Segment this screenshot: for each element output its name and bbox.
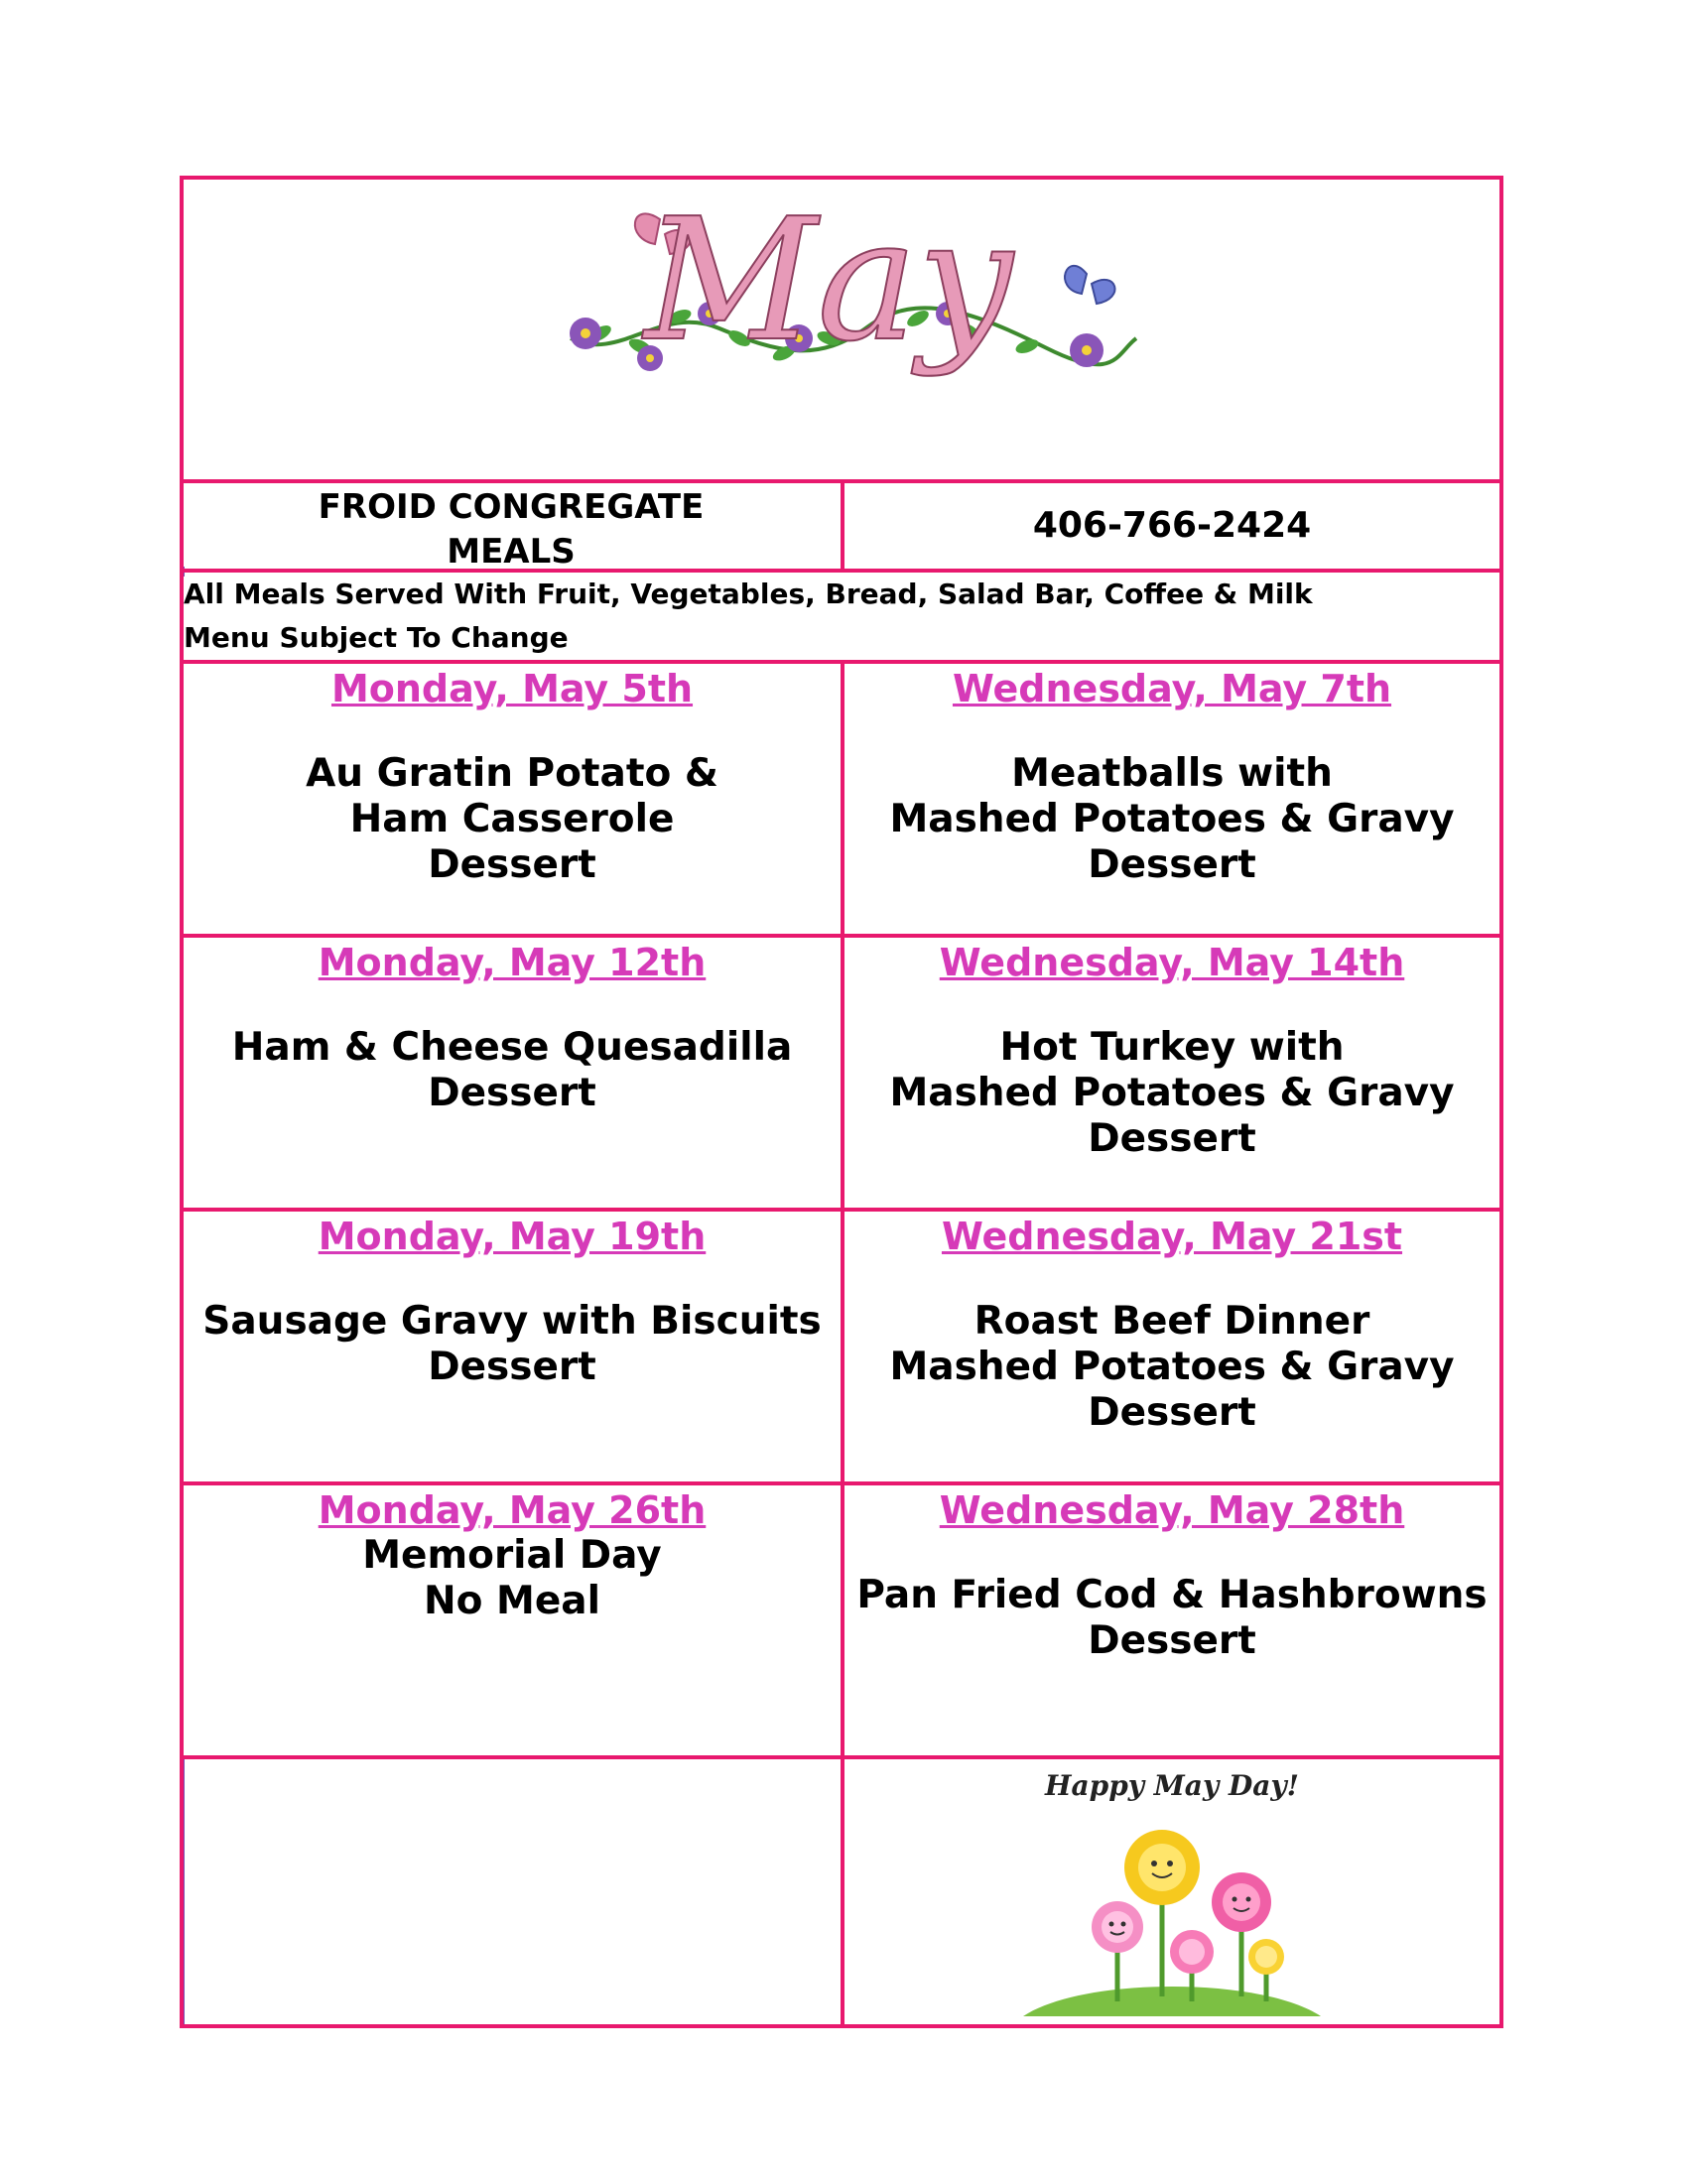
menu-table: [180, 176, 1503, 2028]
meal-date: Monday, May 5th: [330, 667, 694, 710]
meal-line: Mashed Potatoes & Gravy: [889, 797, 1455, 841]
greeting-text: Happy May Day!: [1045, 1769, 1299, 1802]
meal-line: Dessert: [1088, 1618, 1256, 1663]
empty-cell: [184, 1759, 844, 2028]
organization-name: FROID CONGREGATE MEALS: [318, 487, 705, 572]
meal-cell: [184, 1485, 844, 1755]
meal-row: [184, 1212, 1499, 1485]
organization-cell: [184, 483, 844, 572]
meal-cell: [184, 1212, 844, 1481]
meal-line: Dessert: [1088, 1390, 1256, 1435]
meal-date: Monday, May 12th: [318, 941, 707, 984]
meal-line: Dessert: [428, 1345, 596, 1389]
greeting-cell: [844, 1759, 1499, 2028]
meal-row: [184, 664, 1499, 938]
phone-number: 406-766-2424: [1032, 505, 1312, 546]
meal-date: Wednesday, May 7th: [952, 667, 1392, 710]
meal-line: Dessert: [428, 842, 596, 887]
meal-line: Mashed Potatoes & Gravy: [889, 1345, 1455, 1389]
meal-line: Ham & Cheese Quesadilla: [231, 1025, 793, 1070]
meal-line: Meatballs with: [1011, 751, 1333, 796]
meal-line: Dessert: [1088, 842, 1256, 887]
meal-row: [184, 1485, 1499, 1759]
meal-line: Ham Casserole: [349, 797, 675, 841]
meal-date: Wednesday, May 14th: [939, 941, 1405, 984]
info-row: [184, 483, 1499, 573]
phone-cell: [844, 483, 1499, 569]
meal-line: No Meal: [424, 1579, 600, 1623]
banner-word: May: [644, 190, 1013, 379]
meal-line: Au Gratin Potato &: [306, 751, 718, 796]
meal-note: All Meals Served With Fruit, Vegetables, Bread, Salad Bar, Coffee & Milk: [184, 578, 1313, 610]
meal-line: Roast Beef Dinner: [974, 1299, 1370, 1344]
title-banner: [184, 180, 1499, 483]
meal-date: Wednesday, May 28th: [939, 1488, 1405, 1532]
meal-cell: [184, 938, 844, 1208]
notes-row: [184, 573, 1499, 664]
meal-date: Monday, May 19th: [318, 1215, 707, 1258]
meal-cell: [844, 1485, 1499, 1755]
meal-line: Pan Fried Cod & Hashbrowns: [856, 1573, 1488, 1617]
meal-line: Dessert: [428, 1071, 596, 1115]
meal-line: Sausage Gravy with Biscuits: [202, 1299, 822, 1344]
meal-date: Monday, May 26th: [318, 1488, 707, 1532]
meal-cell: [844, 938, 1499, 1208]
meal-line: Hot Turkey with: [999, 1025, 1345, 1070]
flowers-illustration: [1023, 1808, 1321, 2016]
meal-cell: [844, 664, 1499, 934]
meal-line: Mashed Potatoes & Gravy: [889, 1071, 1455, 1115]
meal-cell: [184, 664, 844, 934]
meal-date: Wednesday, May 21st: [941, 1215, 1403, 1258]
meal-line: Dessert: [1088, 1116, 1256, 1161]
may-logo: [531, 190, 1146, 477]
footer-row: [184, 1759, 1499, 2028]
meal-row: [184, 938, 1499, 1212]
menu-disclaimer: Menu Subject To Change: [184, 621, 569, 654]
meal-line: Memorial Day: [362, 1533, 662, 1578]
meal-cell: [844, 1212, 1499, 1481]
